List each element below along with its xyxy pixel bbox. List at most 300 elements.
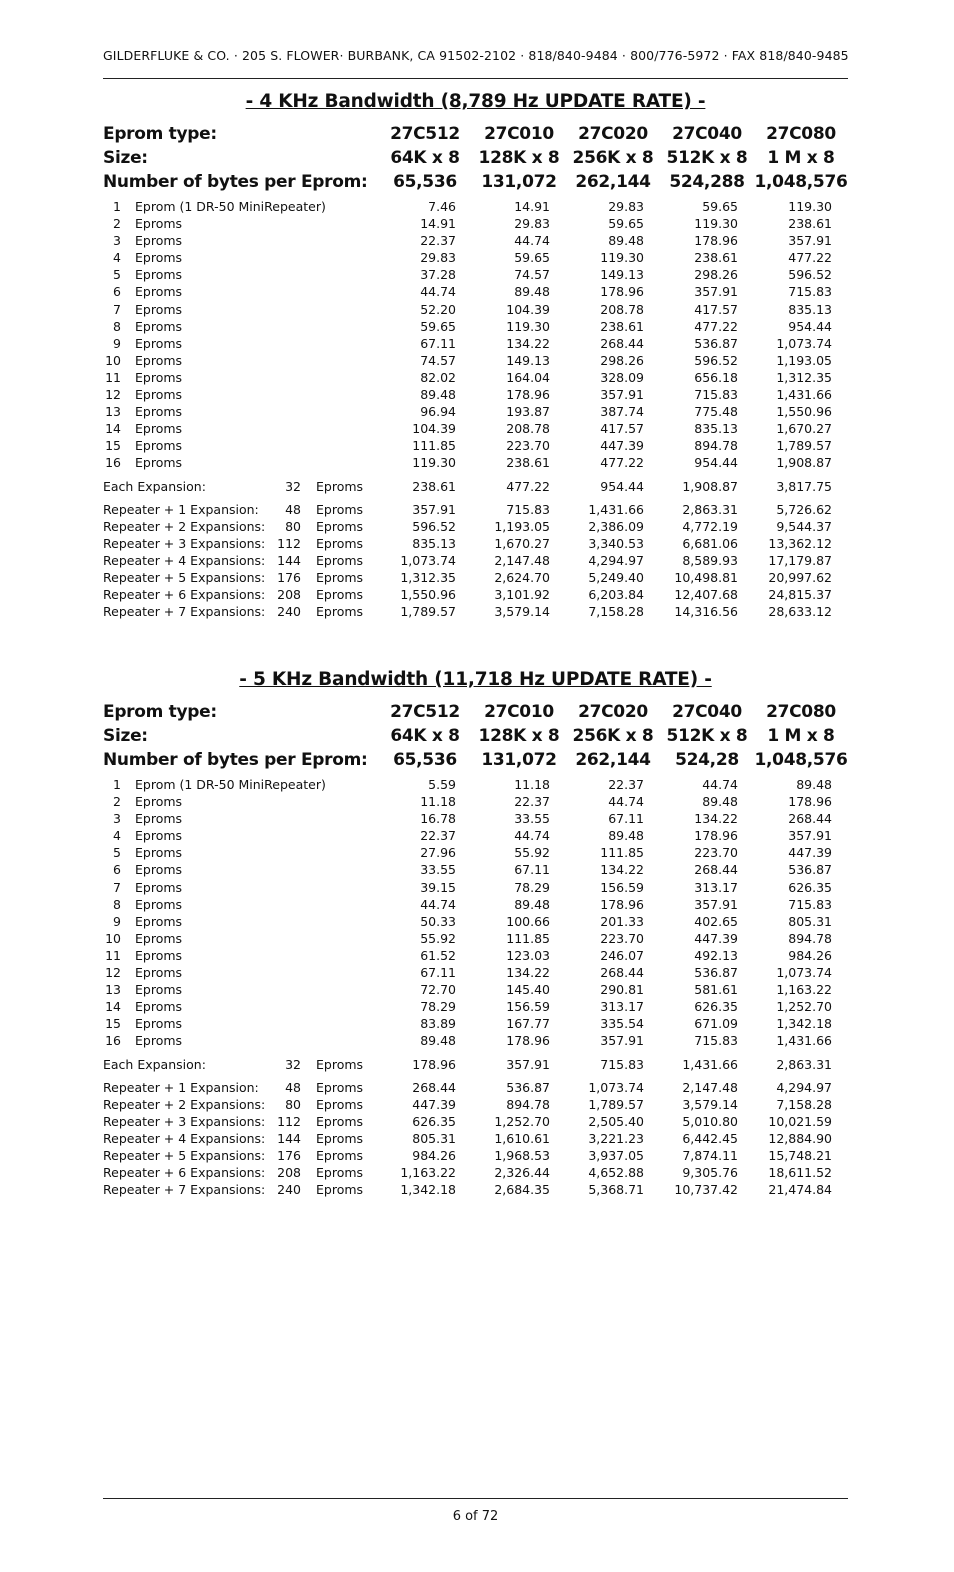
row-label: Eproms <box>135 1033 183 1049</box>
seconds-value: 328.09 <box>600 369 644 385</box>
seconds-value: 111.85 <box>412 438 456 454</box>
seconds-value: 835.13 <box>694 421 738 437</box>
seconds-value: 24,815.37 <box>768 587 832 603</box>
seconds-value: 3,579.14 <box>682 1096 738 1112</box>
eprom-count: 11 <box>105 947 121 963</box>
eprom-count: 10 <box>105 352 121 368</box>
seconds-value: 357.91 <box>694 896 738 912</box>
seconds-value: 178.96 <box>412 1056 456 1072</box>
seconds-value: 72.70 <box>420 982 456 998</box>
seconds-value: 1,342.18 <box>400 1182 456 1198</box>
expansion-unit: Eproms <box>316 478 364 494</box>
seconds-value: 29.83 <box>608 199 644 214</box>
bytes-per-eprom-row-cell: 262,144 <box>575 750 651 770</box>
section-title: - 5 KHz Bandwidth (11,718 Hz UPDATE RATE) - <box>239 669 712 690</box>
seconds-value: 2,147.48 <box>682 1079 738 1095</box>
seconds-value: 7,874.11 <box>682 1147 738 1163</box>
seconds-value: 55.92 <box>514 845 550 861</box>
expansion-row <box>103 1056 848 1073</box>
seconds-value: 29.83 <box>420 250 456 266</box>
repeater-row <box>103 535 848 552</box>
seconds-value: 145.40 <box>506 982 550 998</box>
section-5khz <box>103 668 848 1198</box>
seconds-value: 1,908.87 <box>776 455 832 471</box>
row-label: Eproms <box>135 828 183 844</box>
row-label: Eproms <box>135 421 183 437</box>
seconds-value: 1,431.66 <box>682 1056 738 1072</box>
row-label: Eproms <box>135 250 183 266</box>
seconds-value: 10,498.81 <box>674 569 738 585</box>
seconds-value: 3,101.92 <box>494 587 550 603</box>
header-rule <box>103 78 848 79</box>
eprom-type-row <box>103 122 848 146</box>
eprom-count: 9 <box>113 913 121 929</box>
bytes-per-eprom-row <box>103 170 848 194</box>
seconds-value: 626.35 <box>412 1113 456 1129</box>
repeater-row <box>103 1079 848 1096</box>
seconds-value: 74.57 <box>514 267 550 283</box>
bytes-per-eprom-row-cell: 1,048,576 <box>754 750 848 770</box>
seconds-value: 298.26 <box>600 352 644 368</box>
eprom-count: 1 <box>113 777 121 792</box>
eprom-type-row-cell: 27C080 <box>766 124 836 144</box>
seconds-value: 715.83 <box>506 501 550 517</box>
repeater-label: Repeater + 1 Expansion: <box>103 1079 259 1095</box>
seconds-value: 5,368.71 <box>588 1182 644 1198</box>
seconds-value: 104.39 <box>506 301 550 317</box>
seconds-value: 1,789.57 <box>588 1096 644 1112</box>
table-row <box>103 844 848 861</box>
eprom-count: 15 <box>105 1016 121 1032</box>
repeater-unit: Eproms <box>316 1130 364 1146</box>
table-row <box>103 776 848 793</box>
seconds-value: 1,431.66 <box>776 387 832 403</box>
table-row <box>103 352 848 369</box>
size-row-cell: 512K x 8 <box>666 726 748 746</box>
seconds-value: 335.54 <box>600 1016 644 1032</box>
seconds-value: 11.18 <box>514 777 550 792</box>
repeater-unit: Eproms <box>316 569 364 585</box>
row-label: Eproms <box>135 845 183 861</box>
seconds-value: 39.15 <box>420 879 456 895</box>
seconds-value: 52.20 <box>420 301 456 317</box>
seconds-value: 55.92 <box>420 930 456 946</box>
repeater-row <box>103 1164 848 1181</box>
repeater-count: 112 <box>277 535 301 551</box>
eprom-count: 15 <box>105 438 121 454</box>
seconds-value: 74.57 <box>420 352 456 368</box>
seconds-value: 78.29 <box>420 999 456 1015</box>
repeater-row <box>103 501 848 518</box>
page-number: 6 of 72 <box>452 1509 499 1524</box>
seconds-value: 1,670.27 <box>776 421 832 437</box>
repeater-unit: Eproms <box>316 1147 364 1163</box>
seconds-value: 3,579.14 <box>494 604 550 620</box>
row-label: Eproms <box>135 913 183 929</box>
row-label: Eproms <box>135 387 183 403</box>
seconds-value: 59.65 <box>420 318 456 334</box>
repeater-count: 240 <box>277 1182 301 1198</box>
row-label: Eproms <box>135 216 183 232</box>
row-label: Eproms <box>135 794 183 810</box>
eprom-type-row-cell: 27C512 <box>390 702 460 722</box>
seconds-value: 164.04 <box>506 369 550 385</box>
table-row <box>103 386 848 403</box>
row-label: Eproms <box>135 335 183 351</box>
eprom-count: 3 <box>113 811 121 827</box>
seconds-value: 6,203.84 <box>588 587 644 603</box>
seconds-value: 178.96 <box>694 233 738 249</box>
seconds-value: 1,550.96 <box>776 404 832 420</box>
seconds-value: 37.28 <box>420 267 456 283</box>
eprom-type-row-cell: 27C512 <box>390 124 460 144</box>
repeater-label: Repeater + 6 Expansions: <box>103 1165 266 1181</box>
seconds-value: 59.65 <box>608 216 644 232</box>
eprom-type-row-cell: 27C020 <box>578 124 648 144</box>
seconds-value: 5,249.40 <box>588 569 644 585</box>
seconds-value: 44.74 <box>608 794 644 810</box>
repeater-unit: Eproms <box>316 535 364 551</box>
repeater-row <box>103 1130 848 1147</box>
seconds-value: 22.37 <box>420 828 456 844</box>
repeater-row <box>103 1181 848 1198</box>
eprom-type-row-label: Eprom type: <box>103 702 217 722</box>
seconds-value: 33.55 <box>514 811 550 827</box>
table-row <box>103 913 848 930</box>
seconds-value: 119.30 <box>694 216 738 232</box>
repeater-row <box>103 586 848 603</box>
table-row <box>103 198 848 215</box>
seconds-value: 44.74 <box>514 828 550 844</box>
eprom-count: 16 <box>105 455 121 471</box>
seconds-value: 477.22 <box>600 455 644 471</box>
seconds-value: 18,611.52 <box>768 1165 832 1181</box>
repeater-row <box>103 603 848 620</box>
bytes-per-eprom-row-cell: 65,536 <box>393 750 457 770</box>
seconds-value: 178.96 <box>506 387 550 403</box>
seconds-value: 119.30 <box>412 455 456 471</box>
table-row <box>103 249 848 266</box>
table-row <box>103 964 848 981</box>
seconds-value: 1,193.05 <box>494 518 550 534</box>
seconds-value: 417.57 <box>694 301 738 317</box>
seconds-value: 134.22 <box>506 335 550 351</box>
seconds-value: 119.30 <box>600 250 644 266</box>
seconds-value: 1,073.74 <box>400 552 456 568</box>
seconds-value: 1,252.70 <box>776 999 832 1015</box>
row-label: Eproms <box>135 301 183 317</box>
seconds-value: 208.78 <box>600 301 644 317</box>
seconds-value: 357.91 <box>506 1056 550 1072</box>
row-label: Eproms <box>135 1016 183 1032</box>
seconds-value: 44.74 <box>702 777 738 792</box>
table-row <box>103 1015 848 1032</box>
seconds-value: 477.22 <box>694 318 738 334</box>
table-row <box>103 283 848 300</box>
seconds-value: 104.39 <box>412 421 456 437</box>
seconds-value: 5.59 <box>428 777 456 792</box>
seconds-value: 33.55 <box>420 862 456 878</box>
table-row <box>103 454 848 471</box>
seconds-value: 596.52 <box>412 518 456 534</box>
repeater-row <box>103 1113 848 1130</box>
seconds-value: 178.96 <box>694 828 738 844</box>
seconds-value: 5,726.62 <box>776 501 832 517</box>
eprom-count: 1 <box>113 199 121 214</box>
seconds-value: 21,474.84 <box>768 1182 832 1198</box>
eprom-count: 6 <box>113 862 121 878</box>
eprom-count: 6 <box>113 284 121 300</box>
seconds-value: 1,908.87 <box>682 478 738 494</box>
seconds-value: 1,193.05 <box>776 352 832 368</box>
row-label: Eproms <box>135 879 183 895</box>
seconds-value: 61.52 <box>420 947 456 963</box>
seconds-value: 835.13 <box>788 301 832 317</box>
seconds-value: 50.33 <box>420 913 456 929</box>
row-label: Eproms <box>135 999 183 1015</box>
row-label: Eproms <box>135 369 183 385</box>
seconds-value: 67.11 <box>608 811 644 827</box>
seconds-value: 22.37 <box>420 233 456 249</box>
seconds-value: 3,340.53 <box>588 535 644 551</box>
seconds-value: 447.39 <box>788 845 832 861</box>
table-row <box>103 947 848 964</box>
row-label: Eproms <box>135 438 183 454</box>
seconds-value: 1,312.35 <box>400 569 456 585</box>
table-row <box>103 301 848 318</box>
repeater-count: 144 <box>277 552 301 568</box>
seconds-value: 111.85 <box>600 845 644 861</box>
seconds-value: 22.37 <box>514 794 550 810</box>
seconds-value: 123.03 <box>506 947 550 963</box>
repeater-label: Repeater + 5 Expansions: <box>103 569 266 585</box>
seconds-value: 4,772.19 <box>682 518 738 534</box>
eprom-count: 4 <box>113 250 121 266</box>
seconds-value: 96.94 <box>420 404 456 420</box>
seconds-value: 10,737.42 <box>674 1182 738 1198</box>
page-header: GILDERFLUKE & CO. · 205 S. FLOWER· BURBANK, CA 91502-2102 · 818/840-9484 · 800/776-5972 · FAX 818/840-9485 <box>103 48 849 63</box>
table-row <box>103 930 848 947</box>
eprom-type-row-cell: 27C040 <box>672 124 742 144</box>
table-row <box>103 896 848 913</box>
seconds-value: 178.96 <box>600 896 644 912</box>
seconds-value: 7,158.28 <box>588 604 644 620</box>
seconds-value: 1,550.96 <box>400 587 456 603</box>
seconds-value: 1,312.35 <box>776 369 832 385</box>
seconds-value: 223.70 <box>694 845 738 861</box>
seconds-value: 2,684.35 <box>494 1182 550 1198</box>
seconds-value: 447.39 <box>600 438 644 454</box>
seconds-value: 16.78 <box>420 811 456 827</box>
seconds-value: 5,010.80 <box>682 1113 738 1129</box>
seconds-value: 536.87 <box>788 862 832 878</box>
seconds-value: 268.44 <box>412 1079 456 1095</box>
seconds-value: 134.22 <box>506 965 550 981</box>
seconds-value: 167.77 <box>506 1016 550 1032</box>
seconds-value: 357.91 <box>600 387 644 403</box>
seconds-value: 581.61 <box>694 982 738 998</box>
seconds-value: 656.18 <box>694 369 738 385</box>
seconds-value: 44.74 <box>514 233 550 249</box>
repeater-unit: Eproms <box>316 552 364 568</box>
repeater-label: Repeater + 2 Expansions: <box>103 1096 266 1112</box>
row-label: Eproms <box>135 965 183 981</box>
expansion-unit: Eproms <box>316 1056 364 1072</box>
seconds-value: 7,158.28 <box>776 1096 832 1112</box>
seconds-value: 671.09 <box>694 1016 738 1032</box>
table-row <box>103 879 848 896</box>
seconds-value: 4,294.97 <box>588 552 644 568</box>
seconds-value: 134.22 <box>600 862 644 878</box>
seconds-value: 178.96 <box>506 1033 550 1049</box>
repeater-unit: Eproms <box>316 1096 364 1112</box>
seconds-value: 477.22 <box>788 250 832 266</box>
seconds-value: 14.91 <box>420 216 456 232</box>
seconds-value: 193.87 <box>506 404 550 420</box>
seconds-value: 2,624.70 <box>494 569 550 585</box>
seconds-value: 805.31 <box>412 1130 456 1146</box>
repeater-count: 144 <box>277 1130 301 1146</box>
repeater-unit: Eproms <box>316 604 364 620</box>
bytes-per-eprom-row-cell: 131,072 <box>481 750 557 770</box>
row-label: Eproms <box>135 811 183 827</box>
size-row-cell: 256K x 8 <box>572 148 654 168</box>
seconds-value: 89.48 <box>514 896 550 912</box>
table-row <box>103 998 848 1015</box>
repeater-label: Repeater + 6 Expansions: <box>103 587 266 603</box>
seconds-value: 447.39 <box>412 1096 456 1112</box>
seconds-value: 1,789.57 <box>400 604 456 620</box>
seconds-value: 1,073.74 <box>776 965 832 981</box>
repeater-count: 240 <box>277 604 301 620</box>
size-row-label: Size: <box>103 148 148 168</box>
bytes-per-eprom-row-cell: 262,144 <box>575 172 651 192</box>
seconds-value: 954.44 <box>788 318 832 334</box>
seconds-value: 1,789.57 <box>776 438 832 454</box>
row-label: Eproms <box>135 455 183 471</box>
seconds-value: 1,670.27 <box>494 535 550 551</box>
seconds-value: 268.44 <box>600 965 644 981</box>
repeater-unit: Eproms <box>316 1113 364 1129</box>
seconds-value: 1,342.18 <box>776 1016 832 1032</box>
bytes-per-eprom-row-cell: 131,072 <box>481 172 557 192</box>
seconds-value: 208.78 <box>506 421 550 437</box>
eprom-count: 8 <box>113 896 121 912</box>
repeater-label: Repeater + 3 Expansions: <box>103 1113 266 1129</box>
seconds-value: 626.35 <box>694 999 738 1015</box>
eprom-type-row-cell: 27C010 <box>484 702 554 722</box>
bytes-per-eprom-row-label: Number of bytes per Eprom: <box>103 172 368 192</box>
size-row-cell: 128K x 8 <box>478 726 560 746</box>
seconds-value: 89.48 <box>420 1033 456 1049</box>
seconds-value: 1,610.61 <box>494 1130 550 1146</box>
seconds-value: 17,179.87 <box>768 552 832 568</box>
seconds-value: 3,221.23 <box>588 1130 644 1146</box>
table-row <box>103 403 848 420</box>
eprom-type-row-cell: 27C080 <box>766 702 836 722</box>
seconds-value: 1,073.74 <box>776 335 832 351</box>
eprom-type-row-label: Eprom type: <box>103 124 217 144</box>
bytes-per-eprom-row-cell: 524,28 <box>675 750 739 770</box>
seconds-value: 100.66 <box>506 913 550 929</box>
seconds-value: 89.48 <box>608 828 644 844</box>
seconds-value: 12,884.90 <box>768 1130 832 1146</box>
seconds-value: 89.48 <box>608 233 644 249</box>
seconds-value: 596.52 <box>694 352 738 368</box>
seconds-value: 149.13 <box>506 352 550 368</box>
eprom-count: 4 <box>113 828 121 844</box>
eprom-count: 13 <box>105 982 121 998</box>
seconds-value: 2,863.31 <box>682 501 738 517</box>
repeater-label: Repeater + 4 Expansions: <box>103 1130 266 1146</box>
size-row-cell: 128K x 8 <box>478 148 560 168</box>
seconds-value: 78.29 <box>514 879 550 895</box>
seconds-value: 715.83 <box>788 284 832 300</box>
seconds-value: 357.91 <box>694 284 738 300</box>
eprom-count: 14 <box>105 421 121 437</box>
seconds-value: 67.11 <box>420 335 456 351</box>
seconds-value: 156.59 <box>600 879 644 895</box>
eprom-count: 10 <box>105 930 121 946</box>
row-label: Eproms <box>135 862 183 878</box>
row-label: Eproms <box>135 267 183 283</box>
seconds-value: 477.22 <box>506 478 550 494</box>
expansion-label: Each Expansion: <box>103 1056 206 1072</box>
seconds-value: 28,633.12 <box>768 604 832 620</box>
seconds-value: 59.65 <box>514 250 550 266</box>
repeater-unit: Eproms <box>316 1079 364 1095</box>
seconds-value: 536.87 <box>506 1079 550 1095</box>
eprom-count: 12 <box>105 965 121 981</box>
seconds-value: 9,305.76 <box>682 1165 738 1181</box>
row-label: Eproms <box>135 404 183 420</box>
seconds-value: 492.13 <box>694 947 738 963</box>
seconds-value: 1,431.66 <box>588 501 644 517</box>
repeater-label: Repeater + 7 Expansions: <box>103 604 266 620</box>
seconds-value: 984.26 <box>412 1147 456 1163</box>
eprom-count: 3 <box>113 233 121 249</box>
eprom-count: 2 <box>113 216 121 232</box>
seconds-value: 2,326.44 <box>494 1165 550 1181</box>
row-label: Eproms <box>135 352 183 368</box>
eprom-count: 5 <box>113 845 121 861</box>
repeater-count: 80 <box>285 518 301 534</box>
bytes-per-eprom-row <box>103 748 848 772</box>
repeater-count: 112 <box>277 1113 301 1129</box>
size-row-cell: 64K x 8 <box>390 148 460 168</box>
seconds-value: 89.48 <box>702 794 738 810</box>
eprom-count: 16 <box>105 1033 121 1049</box>
row-label: Eproms <box>135 930 183 946</box>
row-label: Eprom (1 DR-50 MiniRepeater) <box>135 199 326 214</box>
repeater-label: Repeater + 3 Expansions: <box>103 535 266 551</box>
eprom-count: 2 <box>113 794 121 810</box>
seconds-value: 596.52 <box>788 267 832 283</box>
repeater-unit: Eproms <box>316 501 364 517</box>
seconds-value: 22.37 <box>608 777 644 792</box>
repeater-label: Repeater + 7 Expansions: <box>103 1182 266 1198</box>
row-label: Eproms <box>135 896 183 912</box>
seconds-value: 11.18 <box>420 794 456 810</box>
table-row <box>103 318 848 335</box>
repeater-row <box>103 552 848 569</box>
size-row-cell: 1 M x 8 <box>767 148 835 168</box>
eprom-count: 8 <box>113 318 121 334</box>
seconds-value: 10,021.59 <box>768 1113 832 1129</box>
eprom-count: 12 <box>105 387 121 403</box>
repeater-row <box>103 1147 848 1164</box>
table-row <box>103 420 848 437</box>
